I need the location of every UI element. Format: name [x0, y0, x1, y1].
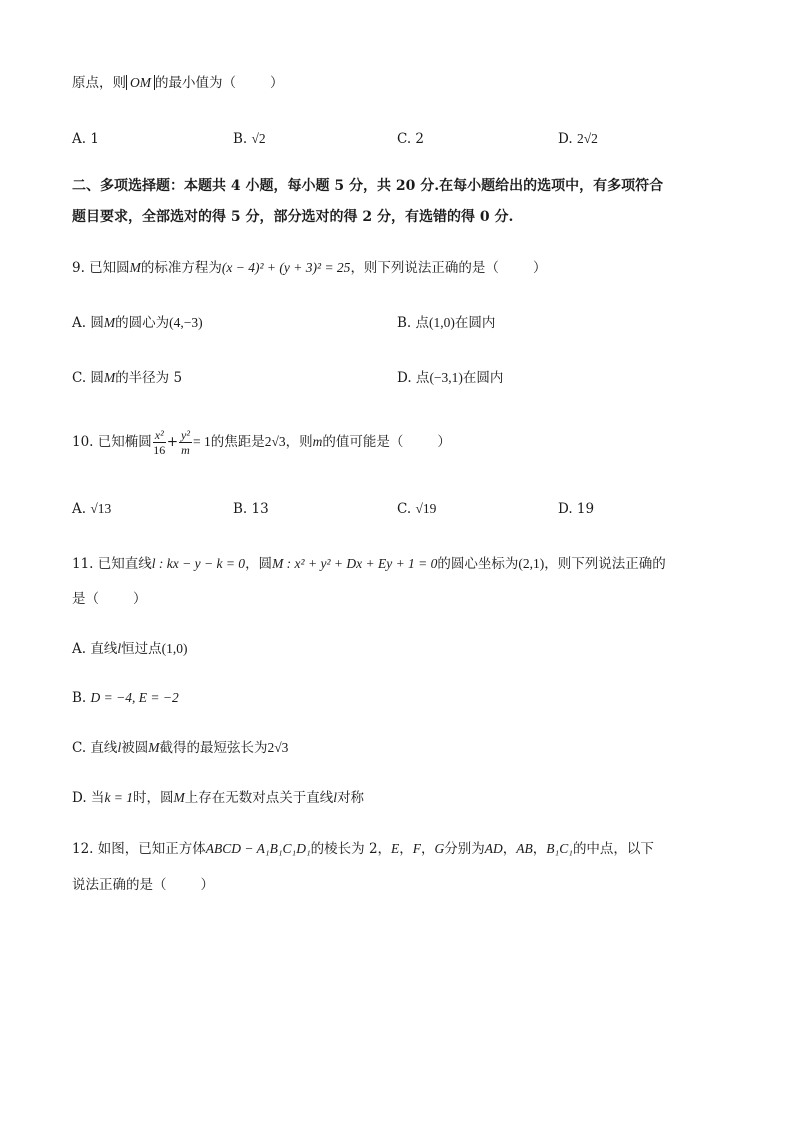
section2-heading-line2: 题目要求，全部选对的得 5 分，部分选对的得 2 分，有选错的得 0 分.: [72, 209, 514, 225]
q8-abs-om: OM: [126, 75, 155, 90]
q8-option-b: B. √2: [233, 131, 266, 147]
q11-option-d: D. 当k = 1时，圆M上存在无数对点关于直线l对称: [72, 790, 365, 806]
q8-stem-tail: [72, 74, 284, 92]
q12-stem: 12. 如图，已知正方体ABCD − A₁B₁C₁D₁的棱长为 2，E，F，G分别为AD，AB，B₁C₁的中点，以下: [72, 841, 654, 857]
q10-option-a: A. √13: [72, 501, 112, 517]
q8-close: ）: [270, 75, 284, 91]
q10-focal-length: 2√3: [264, 434, 286, 449]
q10-fraction-y: $\frac{\text{y²}}{m}$: [181, 428, 190, 457]
q11-stem: 11. 已知直线l : kx − y − k = 0，圆M : x² + y² + Dx + Ey + 1 = 0的圆心坐标为(2,1)，则下列说法正确的: [72, 556, 666, 572]
q11-stem-line2: 是（ ）: [72, 591, 147, 607]
q9-option-b: B. 点(1,0)在圆内: [397, 315, 496, 331]
q11-option-b: B. D = −4, E = −2: [72, 690, 179, 706]
q8-option-d: D. 2√2: [558, 131, 598, 147]
section2-heading-line1: 二、多项选择题：本题共 4 小题，每小题 5 分，共 20 分.在每小题给出的选项中，有多项符合: [72, 178, 664, 194]
q8-option-a: A. 1: [72, 131, 99, 147]
q10-fraction-x: $\frac{\text{x²}}{16}$: [153, 428, 166, 457]
q8-option-d-value: 2√2: [576, 131, 598, 146]
q11-option-c: C. 直线l被圆M截得的最短弦长为2√3: [72, 740, 289, 756]
q8-option-b-value: √2: [251, 131, 266, 146]
q9-option-a: A. 圆M的圆心为(4,−3): [72, 315, 203, 331]
q8-option-c: C. 2: [397, 131, 425, 147]
q10-option-c: C. √19: [397, 501, 437, 517]
q9-stem: 9. 已知圆M的标准方程为(x − 4)² + (y + 3)² = 25，则下列说法正确的是（ ）: [72, 260, 547, 276]
q8-suffix: 的最小值为（: [155, 75, 236, 91]
q10-option-d: D. 19: [558, 501, 595, 517]
q11-line-equation: l : kx − y − k = 0: [151, 556, 246, 571]
q9-option-c: C. 圆M的半径为 5: [72, 370, 183, 386]
q12-cube: ABCD − A₁B₁C₁D₁: [205, 841, 311, 856]
q10-stem: 10. 已知椭圆 $\frac{\text{x²}}{16}$ + $\frac{\text{y²}}{m}$ = 1的焦距是2√3，则m的值可能是（ ）: [72, 428, 451, 457]
q9-option-d: D. 点(−3,1)在圆内: [397, 370, 504, 386]
q9-equation: (x − 4)² + (y + 3)² = 25: [221, 260, 351, 275]
q12-stem-line2: 说法正确的是（ ）: [72, 877, 214, 893]
q8-prefix: 原点，则: [72, 75, 126, 91]
q11-circle-equation: M : x² + y² + Dx + Ey + 1 = 0: [272, 556, 438, 571]
q10-option-b: B. 13: [233, 501, 269, 517]
q11-option-a: A. 直线l恒过点(1,0): [72, 641, 188, 657]
